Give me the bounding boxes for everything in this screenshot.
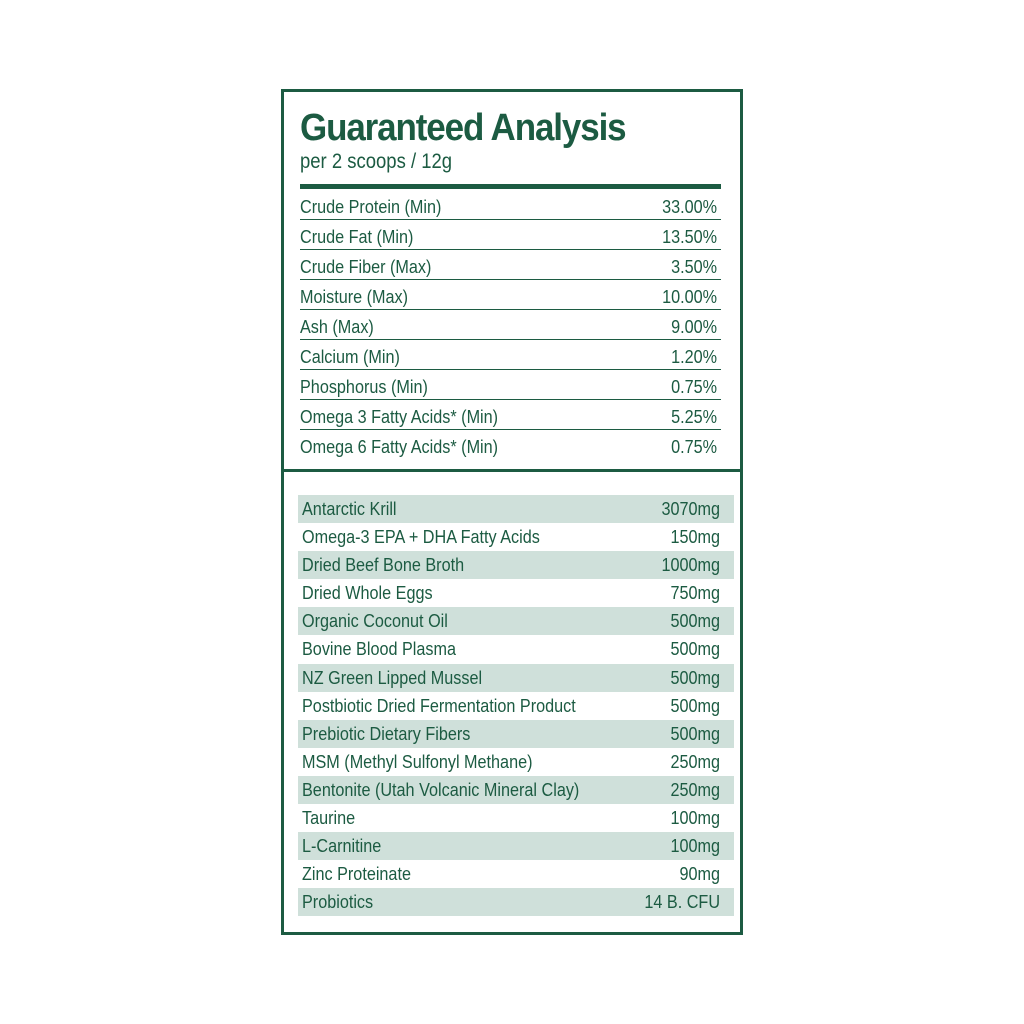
title-rule [300, 184, 721, 189]
analysis-value: 5.25% [671, 407, 717, 427]
ingredient-row [298, 832, 734, 860]
ingredient-label: Organic Coconut Oil [302, 611, 448, 632]
ingredient-row [298, 804, 734, 832]
section-divider [284, 469, 740, 472]
analysis-row [300, 310, 721, 340]
ingredient-row [298, 664, 734, 692]
analysis-value: 0.75% [671, 437, 717, 457]
analysis-label: Crude Protein (Min) [300, 197, 442, 217]
ingredient-row [298, 720, 734, 748]
ingredient-amount: 3070mg [661, 499, 720, 519]
ingredient-row [298, 888, 734, 916]
guaranteed-analysis-table [300, 190, 721, 460]
ingredient-row [298, 607, 734, 635]
ingredient-label: Probiotics [302, 892, 374, 913]
analysis-value: 13.50% [662, 227, 717, 247]
ingredient-amount: 14 B. CFU [644, 892, 720, 913]
ingredient-row [298, 860, 734, 888]
analysis-label: Moisture (Max) [300, 287, 409, 307]
ingredient-label: L-Carnitine [302, 836, 382, 857]
ingredient-amount: 150mg [670, 527, 720, 548]
ingredient-row [298, 635, 734, 663]
analysis-label: Phosphorus (Min) [300, 377, 428, 397]
analysis-label: Crude Fiber (Max) [300, 257, 432, 277]
ingredient-row [298, 551, 734, 579]
analysis-label: Omega 6 Fatty Acids* (Min) [300, 437, 499, 457]
ingredient-amount: 500mg [670, 723, 720, 744]
analysis-value: 33.00% [662, 197, 717, 217]
ingredient-label: MSM (Methyl Sulfonyl Methane) [302, 751, 533, 772]
analysis-row [300, 340, 721, 370]
ingredient-amount: 90mg [679, 864, 720, 885]
ingredients-table [298, 495, 734, 916]
ingredient-amount: 100mg [670, 836, 720, 857]
analysis-value: 0.75% [671, 377, 717, 397]
ingredient-amount: 100mg [670, 808, 720, 829]
ingredient-row [298, 692, 734, 720]
ingredient-amount: 250mg [670, 779, 720, 800]
analysis-label: Omega 3 Fatty Acids* (Min) [300, 407, 499, 427]
serving-size: per 2 scoops / 12g [300, 150, 453, 173]
ingredient-amount: 250mg [670, 751, 720, 772]
ingredient-row [298, 776, 734, 804]
ingredient-amount: 750mg [670, 583, 720, 604]
ingredient-row [298, 495, 734, 523]
ingredient-label: Postbiotic Dried Fermentation Product [302, 695, 576, 716]
analysis-row [300, 370, 721, 400]
analysis-label: Crude Fat (Min) [300, 227, 414, 247]
ingredient-label: Taurine [302, 808, 356, 829]
ingredient-label: Dried Whole Eggs [302, 583, 433, 604]
ingredient-label: Bovine Blood Plasma [302, 639, 456, 660]
ingredient-label: Dried Beef Bone Broth [302, 555, 465, 576]
analysis-value: 1.20% [671, 347, 717, 367]
ingredient-label: Prebiotic Dietary Fibers [302, 723, 471, 744]
analysis-label: Calcium (Min) [300, 347, 400, 367]
analysis-value: 9.00% [671, 317, 717, 337]
ingredient-label: Bentonite (Utah Volcanic Mineral Clay) [302, 779, 580, 800]
ingredient-amount: 500mg [670, 667, 720, 688]
panel-title: Guaranteed Analysis [300, 107, 626, 149]
analysis-value: 10.00% [662, 287, 717, 307]
ingredient-amount: 500mg [670, 695, 720, 716]
analysis-row [300, 280, 721, 310]
ingredient-amount: 500mg [670, 611, 720, 632]
analysis-row [300, 250, 721, 280]
analysis-value: 3.50% [671, 257, 717, 277]
analysis-label: Ash (Max) [300, 317, 374, 337]
ingredient-amount: 500mg [670, 639, 720, 660]
ingredient-label: Antarctic Krill [302, 499, 397, 519]
ingredient-row [298, 579, 734, 607]
ingredient-label: Zinc Proteinate [302, 864, 411, 885]
ingredient-row [298, 748, 734, 776]
ingredient-label: Omega-3 EPA + DHA Fatty Acids [302, 527, 540, 548]
analysis-row [300, 190, 721, 220]
analysis-row [300, 430, 721, 460]
guaranteed-analysis-panel [281, 89, 743, 935]
ingredient-label: NZ Green Lipped Mussel [302, 667, 483, 688]
ingredient-amount: 1000mg [661, 555, 720, 576]
analysis-row [300, 400, 721, 430]
ingredient-row [298, 523, 734, 551]
analysis-row [300, 220, 721, 250]
